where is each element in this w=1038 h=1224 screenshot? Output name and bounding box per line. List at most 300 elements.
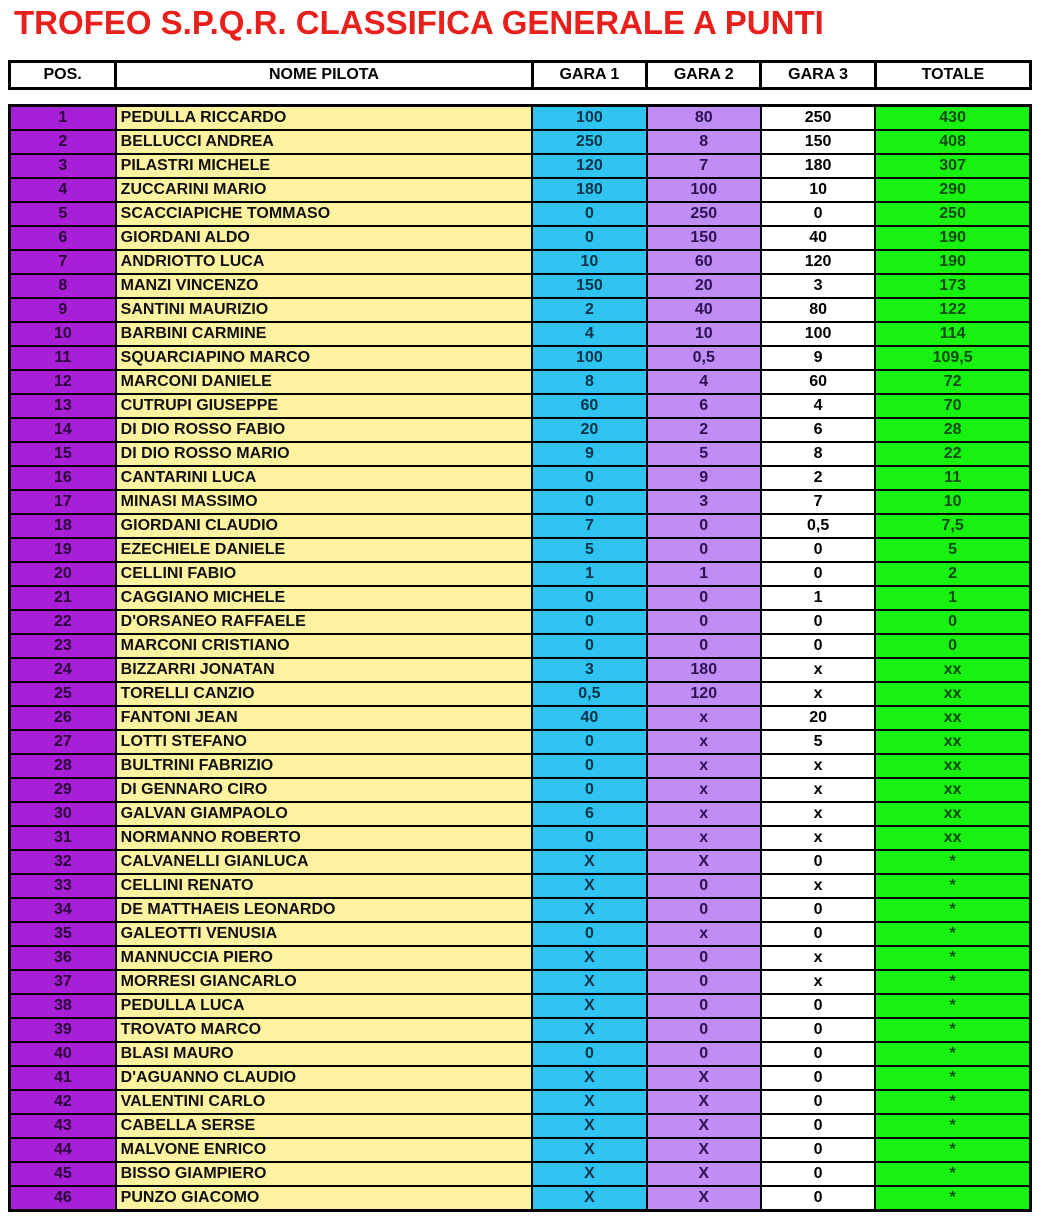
cell-gara2: 0 bbox=[647, 538, 761, 562]
cell-name: TROVATO MARCO bbox=[116, 1018, 533, 1042]
cell-name: BLASI MAURO bbox=[116, 1042, 533, 1066]
cell-totale: 11 bbox=[875, 466, 1030, 490]
cell-totale: * bbox=[875, 898, 1030, 922]
table-row bbox=[10, 658, 1031, 682]
cell-gara3: 0 bbox=[761, 634, 875, 658]
cell-gara2: 7 bbox=[647, 154, 761, 178]
cell-gara3: 0 bbox=[761, 610, 875, 634]
cell-gara3: 6 bbox=[761, 418, 875, 442]
table-row bbox=[10, 946, 1031, 970]
header-gara3: GARA 3 bbox=[761, 62, 875, 89]
cell-name: BELLUCCI ANDREA bbox=[116, 130, 533, 154]
cell-pos: 10 bbox=[10, 322, 116, 346]
cell-gara3: 0 bbox=[761, 562, 875, 586]
cell-gara1: X bbox=[532, 1066, 646, 1090]
cell-gara1: 180 bbox=[532, 178, 646, 202]
cell-gara3: 0 bbox=[761, 850, 875, 874]
cell-totale: * bbox=[875, 1018, 1030, 1042]
cell-name: CELLINI FABIO bbox=[116, 562, 533, 586]
cell-pos: 44 bbox=[10, 1138, 116, 1162]
cell-name: VALENTINI CARLO bbox=[116, 1090, 533, 1114]
header-totale: TOTALE bbox=[875, 62, 1030, 89]
table-row bbox=[10, 1018, 1031, 1042]
cell-gara3: 1 bbox=[761, 586, 875, 610]
table-row bbox=[10, 274, 1031, 298]
cell-gara2: 1 bbox=[647, 562, 761, 586]
cell-totale: * bbox=[875, 1042, 1030, 1066]
table-row bbox=[10, 298, 1031, 322]
table-row bbox=[10, 850, 1031, 874]
cell-name: D'ORSANEO RAFFAELE bbox=[116, 610, 533, 634]
table-row bbox=[10, 490, 1031, 514]
cell-name: CALVANELLI GIANLUCA bbox=[116, 850, 533, 874]
cell-totale: 190 bbox=[875, 226, 1030, 250]
cell-gara1: X bbox=[532, 946, 646, 970]
cell-gara2: 5 bbox=[647, 442, 761, 466]
table-row bbox=[10, 442, 1031, 466]
cell-totale: xx bbox=[875, 802, 1030, 826]
cell-gara2: 3 bbox=[647, 490, 761, 514]
cell-name: MANZI VINCENZO bbox=[116, 274, 533, 298]
cell-totale: xx bbox=[875, 826, 1030, 850]
cell-gara2: x bbox=[647, 826, 761, 850]
cell-gara3: 4 bbox=[761, 394, 875, 418]
cell-name: SQUARCIAPINO MARCO bbox=[116, 346, 533, 370]
table-row bbox=[10, 178, 1031, 202]
cell-totale: 22 bbox=[875, 442, 1030, 466]
cell-totale: * bbox=[875, 1066, 1030, 1090]
cell-gara1: X bbox=[532, 1186, 646, 1211]
cell-totale: * bbox=[875, 1162, 1030, 1186]
cell-gara1: 5 bbox=[532, 538, 646, 562]
cell-name: DE MATTHAEIS LEONARDO bbox=[116, 898, 533, 922]
cell-gara1: 0 bbox=[532, 466, 646, 490]
cell-gara3: 0 bbox=[761, 538, 875, 562]
cell-gara3: 0,5 bbox=[761, 514, 875, 538]
table-row bbox=[10, 1162, 1031, 1186]
cell-totale: xx bbox=[875, 658, 1030, 682]
cell-gara3: 250 bbox=[761, 106, 875, 131]
cell-pos: 30 bbox=[10, 802, 116, 826]
cell-name: CUTRUPI GIUSEPPE bbox=[116, 394, 533, 418]
cell-name: CAGGIANO MICHELE bbox=[116, 586, 533, 610]
cell-gara1: 0 bbox=[532, 586, 646, 610]
cell-gara1: 150 bbox=[532, 274, 646, 298]
cell-pos: 2 bbox=[10, 130, 116, 154]
cell-pos: 38 bbox=[10, 994, 116, 1018]
table-row bbox=[10, 802, 1031, 826]
table-row bbox=[10, 418, 1031, 442]
cell-totale: 10 bbox=[875, 490, 1030, 514]
cell-name: PILASTRI MICHELE bbox=[116, 154, 533, 178]
cell-gara3: x bbox=[761, 682, 875, 706]
cell-gara3: 150 bbox=[761, 130, 875, 154]
cell-totale: 109,5 bbox=[875, 346, 1030, 370]
cell-gara1: X bbox=[532, 970, 646, 994]
cell-gara2: 0,5 bbox=[647, 346, 761, 370]
cell-name: BISSO GIAMPIERO bbox=[116, 1162, 533, 1186]
cell-name: EZECHIELE DANIELE bbox=[116, 538, 533, 562]
cell-gara2: 0 bbox=[647, 874, 761, 898]
cell-gara3: x bbox=[761, 946, 875, 970]
cell-totale: 307 bbox=[875, 154, 1030, 178]
table-row bbox=[10, 778, 1031, 802]
cell-totale: 2 bbox=[875, 562, 1030, 586]
cell-gara1: 0 bbox=[532, 778, 646, 802]
cell-pos: 6 bbox=[10, 226, 116, 250]
table-row bbox=[10, 994, 1031, 1018]
cell-pos: 43 bbox=[10, 1114, 116, 1138]
table-row bbox=[10, 370, 1031, 394]
cell-totale: 173 bbox=[875, 274, 1030, 298]
cell-gara1: X bbox=[532, 1018, 646, 1042]
cell-totale: 5 bbox=[875, 538, 1030, 562]
cell-name: TORELLI CANZIO bbox=[116, 682, 533, 706]
cell-gara1: 4 bbox=[532, 322, 646, 346]
cell-gara1: X bbox=[532, 1138, 646, 1162]
cell-pos: 13 bbox=[10, 394, 116, 418]
table-row bbox=[10, 226, 1031, 250]
cell-gara3: 0 bbox=[761, 1186, 875, 1211]
cell-totale: 122 bbox=[875, 298, 1030, 322]
cell-pos: 22 bbox=[10, 610, 116, 634]
cell-pos: 7 bbox=[10, 250, 116, 274]
cell-name: CABELLA SERSE bbox=[116, 1114, 533, 1138]
cell-totale: * bbox=[875, 1090, 1030, 1114]
cell-gara2: X bbox=[647, 850, 761, 874]
cell-gara1: X bbox=[532, 850, 646, 874]
cell-gara3: 0 bbox=[761, 898, 875, 922]
cell-name: LOTTI STEFANO bbox=[116, 730, 533, 754]
cell-gara3: 0 bbox=[761, 1090, 875, 1114]
cell-gara2: 0 bbox=[647, 610, 761, 634]
cell-gara1: 120 bbox=[532, 154, 646, 178]
cell-gara1: 9 bbox=[532, 442, 646, 466]
cell-name: DI GENNARO CIRO bbox=[116, 778, 533, 802]
cell-gara1: 250 bbox=[532, 130, 646, 154]
cell-name: GIORDANI ALDO bbox=[116, 226, 533, 250]
cell-gara1: 8 bbox=[532, 370, 646, 394]
cell-name: MARCONI DANIELE bbox=[116, 370, 533, 394]
cell-totale: 1 bbox=[875, 586, 1030, 610]
cell-totale: 70 bbox=[875, 394, 1030, 418]
cell-gara3: x bbox=[761, 970, 875, 994]
header-table bbox=[8, 60, 1032, 90]
cell-name: PUNZO GIACOMO bbox=[116, 1186, 533, 1211]
cell-gara2: x bbox=[647, 778, 761, 802]
cell-pos: 14 bbox=[10, 418, 116, 442]
cell-gara1: X bbox=[532, 1114, 646, 1138]
table-row bbox=[10, 634, 1031, 658]
cell-pos: 33 bbox=[10, 874, 116, 898]
cell-gara3: 0 bbox=[761, 1138, 875, 1162]
cell-pos: 23 bbox=[10, 634, 116, 658]
cell-pos: 45 bbox=[10, 1162, 116, 1186]
cell-gara3: 0 bbox=[761, 1042, 875, 1066]
cell-totale: * bbox=[875, 994, 1030, 1018]
cell-gara3: 0 bbox=[761, 994, 875, 1018]
table-row bbox=[10, 562, 1031, 586]
cell-name: CANTARINI LUCA bbox=[116, 466, 533, 490]
cell-totale: * bbox=[875, 874, 1030, 898]
cell-gara3: x bbox=[761, 826, 875, 850]
cell-pos: 39 bbox=[10, 1018, 116, 1042]
cell-gara3: 7 bbox=[761, 490, 875, 514]
table-row bbox=[10, 1090, 1031, 1114]
table-row bbox=[10, 322, 1031, 346]
cell-pos: 20 bbox=[10, 562, 116, 586]
cell-gara3: x bbox=[761, 778, 875, 802]
cell-pos: 21 bbox=[10, 586, 116, 610]
cell-name: PEDULLA RICCARDO bbox=[116, 106, 533, 131]
cell-totale: 0 bbox=[875, 610, 1030, 634]
cell-totale: 290 bbox=[875, 178, 1030, 202]
header-gara2: GARA 2 bbox=[647, 62, 761, 89]
cell-pos: 4 bbox=[10, 178, 116, 202]
cell-gara3: 80 bbox=[761, 298, 875, 322]
cell-name: MANNUCCIA PIERO bbox=[116, 946, 533, 970]
cell-totale: * bbox=[875, 970, 1030, 994]
cell-gara1: 40 bbox=[532, 706, 646, 730]
table-row bbox=[10, 1138, 1031, 1162]
table-row bbox=[10, 730, 1031, 754]
cell-name: BARBINI CARMINE bbox=[116, 322, 533, 346]
cell-gara3: 0 bbox=[761, 202, 875, 226]
cell-gara3: x bbox=[761, 874, 875, 898]
cell-pos: 40 bbox=[10, 1042, 116, 1066]
cell-gara3: 8 bbox=[761, 442, 875, 466]
cell-gara1: 0 bbox=[532, 634, 646, 658]
cell-gara2: x bbox=[647, 922, 761, 946]
cell-gara1: 0 bbox=[532, 610, 646, 634]
cell-totale: * bbox=[875, 1186, 1030, 1211]
cell-gara2: 80 bbox=[647, 106, 761, 131]
cell-pos: 17 bbox=[10, 490, 116, 514]
table-row bbox=[10, 898, 1031, 922]
cell-gara3: 0 bbox=[761, 1066, 875, 1090]
cell-gara1: 0 bbox=[532, 922, 646, 946]
cell-gara1: X bbox=[532, 874, 646, 898]
cell-gara3: 40 bbox=[761, 226, 875, 250]
cell-totale: 408 bbox=[875, 130, 1030, 154]
cell-gara1: 60 bbox=[532, 394, 646, 418]
cell-gara2: 60 bbox=[647, 250, 761, 274]
cell-gara3: 20 bbox=[761, 706, 875, 730]
cell-totale: * bbox=[875, 922, 1030, 946]
cell-pos: 11 bbox=[10, 346, 116, 370]
cell-totale: 0 bbox=[875, 634, 1030, 658]
table-row bbox=[10, 1066, 1031, 1090]
table-row bbox=[10, 1042, 1031, 1066]
table-row bbox=[10, 874, 1031, 898]
cell-name: D'AGUANNO CLAUDIO bbox=[116, 1066, 533, 1090]
cell-gara3: 100 bbox=[761, 322, 875, 346]
cell-pos: 9 bbox=[10, 298, 116, 322]
cell-pos: 26 bbox=[10, 706, 116, 730]
table-row bbox=[10, 682, 1031, 706]
cell-totale: 72 bbox=[875, 370, 1030, 394]
cell-pos: 12 bbox=[10, 370, 116, 394]
cell-pos: 15 bbox=[10, 442, 116, 466]
cell-gara2: 0 bbox=[647, 994, 761, 1018]
cell-gara2: 0 bbox=[647, 898, 761, 922]
cell-name: NORMANNO ROBERTO bbox=[116, 826, 533, 850]
cell-gara2: 0 bbox=[647, 586, 761, 610]
cell-gara2: 20 bbox=[647, 274, 761, 298]
cell-gara3: 0 bbox=[761, 1018, 875, 1042]
cell-pos: 19 bbox=[10, 538, 116, 562]
table-row bbox=[10, 154, 1031, 178]
cell-gara1: X bbox=[532, 1162, 646, 1186]
cell-pos: 41 bbox=[10, 1066, 116, 1090]
cell-gara1: 6 bbox=[532, 802, 646, 826]
header-row bbox=[10, 62, 1031, 89]
cell-gara3: 180 bbox=[761, 154, 875, 178]
cell-pos: 29 bbox=[10, 778, 116, 802]
cell-gara2: 0 bbox=[647, 634, 761, 658]
cell-totale: * bbox=[875, 946, 1030, 970]
cell-gara2: X bbox=[647, 1138, 761, 1162]
cell-pos: 42 bbox=[10, 1090, 116, 1114]
table-row bbox=[10, 466, 1031, 490]
cell-name: MALVONE ENRICO bbox=[116, 1138, 533, 1162]
cell-pos: 27 bbox=[10, 730, 116, 754]
cell-name: DI DIO ROSSO MARIO bbox=[116, 442, 533, 466]
cell-gara2: x bbox=[647, 802, 761, 826]
table-row bbox=[10, 754, 1031, 778]
cell-pos: 18 bbox=[10, 514, 116, 538]
cell-pos: 46 bbox=[10, 1186, 116, 1211]
header-name: NOME PILOTA bbox=[116, 62, 533, 89]
cell-pos: 37 bbox=[10, 970, 116, 994]
cell-totale: xx bbox=[875, 754, 1030, 778]
cell-pos: 3 bbox=[10, 154, 116, 178]
table-row bbox=[10, 586, 1031, 610]
cell-name: ZUCCARINI MARIO bbox=[116, 178, 533, 202]
cell-gara3: 5 bbox=[761, 730, 875, 754]
cell-totale: 28 bbox=[875, 418, 1030, 442]
cell-name: BULTRINI FABRIZIO bbox=[116, 754, 533, 778]
table-row bbox=[10, 250, 1031, 274]
cell-gara2: 40 bbox=[647, 298, 761, 322]
header-pos: POS. bbox=[10, 62, 116, 89]
cell-totale: 430 bbox=[875, 106, 1030, 131]
table-row bbox=[10, 922, 1031, 946]
cell-gara2: 0 bbox=[647, 514, 761, 538]
cell-totale: xx bbox=[875, 682, 1030, 706]
cell-totale: * bbox=[875, 850, 1030, 874]
cell-pos: 31 bbox=[10, 826, 116, 850]
table-row bbox=[10, 970, 1031, 994]
cell-totale: xx bbox=[875, 778, 1030, 802]
cell-gara2: 0 bbox=[647, 1042, 761, 1066]
table-row bbox=[10, 130, 1031, 154]
ranking-table bbox=[8, 104, 1032, 1212]
cell-gara2: 8 bbox=[647, 130, 761, 154]
cell-gara2: 120 bbox=[647, 682, 761, 706]
table-row bbox=[10, 106, 1031, 131]
cell-totale: 190 bbox=[875, 250, 1030, 274]
cell-gara2: 6 bbox=[647, 394, 761, 418]
cell-pos: 8 bbox=[10, 274, 116, 298]
cell-gara3: 10 bbox=[761, 178, 875, 202]
cell-gara1: 1 bbox=[532, 562, 646, 586]
table-row bbox=[10, 202, 1031, 226]
cell-pos: 5 bbox=[10, 202, 116, 226]
cell-gara1: 3 bbox=[532, 658, 646, 682]
cell-gara3: x bbox=[761, 658, 875, 682]
cell-gara2: 180 bbox=[647, 658, 761, 682]
cell-gara1: 0 bbox=[532, 202, 646, 226]
cell-gara1: 10 bbox=[532, 250, 646, 274]
cell-gara3: 0 bbox=[761, 1162, 875, 1186]
cell-gara2: 100 bbox=[647, 178, 761, 202]
cell-pos: 25 bbox=[10, 682, 116, 706]
cell-gara3: 9 bbox=[761, 346, 875, 370]
table-row bbox=[10, 514, 1031, 538]
cell-gara2: 150 bbox=[647, 226, 761, 250]
cell-totale: 7,5 bbox=[875, 514, 1030, 538]
cell-gara1: 0 bbox=[532, 490, 646, 514]
cell-name: SCACCIAPICHE TOMMASO bbox=[116, 202, 533, 226]
cell-gara2: X bbox=[647, 1114, 761, 1138]
cell-name: MINASI MASSIMO bbox=[116, 490, 533, 514]
cell-pos: 35 bbox=[10, 922, 116, 946]
cell-pos: 32 bbox=[10, 850, 116, 874]
cell-pos: 16 bbox=[10, 466, 116, 490]
cell-gara2: 2 bbox=[647, 418, 761, 442]
ranking-body bbox=[10, 106, 1031, 1211]
cell-name: DI DIO ROSSO FABIO bbox=[116, 418, 533, 442]
cell-gara3: x bbox=[761, 802, 875, 826]
page-title: TROFEO S.P.Q.R. CLASSIFICA GENERALE A PUNTI bbox=[14, 4, 824, 41]
cell-pos: 34 bbox=[10, 898, 116, 922]
cell-name: GALVAN GIAMPAOLO bbox=[116, 802, 533, 826]
cell-name: GIORDANI CLAUDIO bbox=[116, 514, 533, 538]
cell-name: PEDULLA LUCA bbox=[116, 994, 533, 1018]
cell-gara2: X bbox=[647, 1066, 761, 1090]
cell-gara3: 60 bbox=[761, 370, 875, 394]
table-row bbox=[10, 1186, 1031, 1211]
cell-gara2: X bbox=[647, 1090, 761, 1114]
cell-gara2: 9 bbox=[647, 466, 761, 490]
cell-gara2: x bbox=[647, 706, 761, 730]
table-row bbox=[10, 346, 1031, 370]
cell-gara3: x bbox=[761, 754, 875, 778]
cell-gara2: X bbox=[647, 1162, 761, 1186]
cell-gara1: 2 bbox=[532, 298, 646, 322]
header-gara1: GARA 1 bbox=[532, 62, 646, 89]
table-row bbox=[10, 706, 1031, 730]
cell-name: SANTINI MAURIZIO bbox=[116, 298, 533, 322]
table-row bbox=[10, 538, 1031, 562]
cell-gara2: 0 bbox=[647, 970, 761, 994]
cell-gara1: 0 bbox=[532, 226, 646, 250]
cell-name: GALEOTTI VENUSIA bbox=[116, 922, 533, 946]
cell-gara1: 20 bbox=[532, 418, 646, 442]
cell-pos: 24 bbox=[10, 658, 116, 682]
cell-gara2: 10 bbox=[647, 322, 761, 346]
cell-gara1: X bbox=[532, 898, 646, 922]
cell-name: MORRESI GIANCARLO bbox=[116, 970, 533, 994]
cell-gara1: 0,5 bbox=[532, 682, 646, 706]
cell-pos: 28 bbox=[10, 754, 116, 778]
cell-gara3: 120 bbox=[761, 250, 875, 274]
cell-totale: 114 bbox=[875, 322, 1030, 346]
table-row bbox=[10, 394, 1031, 418]
cell-gara2: x bbox=[647, 754, 761, 778]
cell-gara1: 0 bbox=[532, 826, 646, 850]
